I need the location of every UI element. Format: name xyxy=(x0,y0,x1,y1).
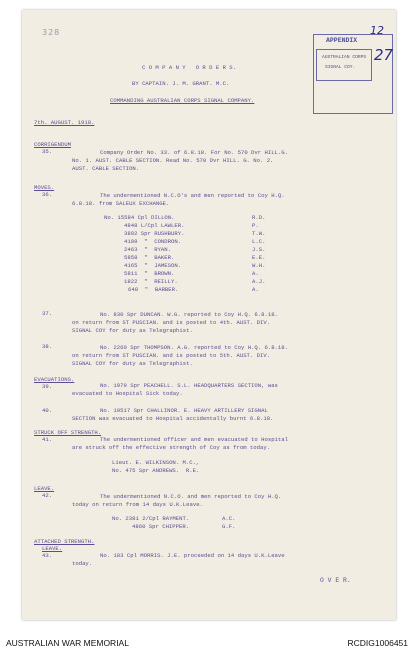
orders-commanding: COMMANDING AUSTRALIAN CORPS SIGNAL COMPANY. xyxy=(110,97,255,104)
order-line: The undermentioned N.C.O. and men reported to Coy H.Q. xyxy=(100,493,282,500)
item-number: 43. xyxy=(42,552,53,559)
struck-off-name: No. 475 Spr ANDREWS. R.E. xyxy=(112,467,200,474)
order-line: SECTION was evacuated to Hospital accidentally burnt 6.8.18. xyxy=(72,415,274,422)
hand-number: 12 xyxy=(370,24,384,37)
leave-name: No. 2381 2/Cpl RAYMENT. xyxy=(112,515,190,522)
roster-initials: W.H. xyxy=(252,262,266,269)
stamp-label: APPENDIX xyxy=(326,37,358,44)
section-heading-attached: ATTACHED STRENGTH. xyxy=(34,538,95,545)
order-line: No. 183 Cpl MORRIS. J.E. proceeded on 14 days U.K.Leave xyxy=(100,552,285,559)
section-heading-corrigendum: CORRIGENDUM xyxy=(34,141,71,148)
roster-initials: R.D. xyxy=(252,214,266,221)
order-line: evacuated to Hospital Sick today. xyxy=(72,390,183,397)
order-line: No. 19517 Spr CHALLINOR. E. HEAVY ARTILLERY SIGNAL xyxy=(100,407,268,414)
roster-name: 1822 " REILLY. xyxy=(124,278,178,285)
roster-name: No. 15584 Cpl DILLON. xyxy=(104,214,175,221)
stamp-unit-line1: AUSTRALIAN CORPS xyxy=(322,55,367,60)
roster-initials: E.E. xyxy=(252,254,266,261)
leave-initials: G.F. xyxy=(222,523,236,530)
footer-record-id: RCDIG1006451 xyxy=(347,638,408,648)
roster-initials: L.C. xyxy=(252,238,266,245)
orders-by-line: BY CAPTAIN. J. M. GRANT. M.C. xyxy=(132,80,230,87)
footer-source: AUSTRALIAN WAR MEMORIAL xyxy=(6,638,129,648)
section-heading-leave: LEAVE. xyxy=(34,485,55,492)
hand-page-number: 27 xyxy=(374,46,394,64)
section-heading-moves: MOVES. xyxy=(34,184,55,191)
page-number: 328 xyxy=(42,28,61,37)
leave-initials: A.C. xyxy=(222,515,236,522)
section-heading-attached-leave: LEAVE. xyxy=(42,545,63,552)
document-page xyxy=(22,10,396,620)
roster-initials: A.J. xyxy=(252,278,266,285)
item-number: 42. xyxy=(42,492,53,499)
roster-name: 4848 L/Cpl LAWLER. xyxy=(124,222,185,229)
roster-name: 3892 Spr RUSHBURY. xyxy=(124,230,185,237)
item-number: 40. xyxy=(42,407,53,414)
order-line: on return from ST PUSCIAN. and is posted to 5th. AUST. DIV. xyxy=(72,352,271,359)
item-number: 41. xyxy=(42,436,53,443)
roster-name: 5811 " BROWN. xyxy=(124,270,175,277)
item-number: 37. xyxy=(42,310,53,317)
roster-initials: A. xyxy=(252,270,259,277)
item-number: 39. xyxy=(42,383,53,390)
order-line: The undermentioned N.C.O's and men reported to Coy H.Q. xyxy=(100,192,285,199)
roster-name: 648 " BARBER. xyxy=(128,286,179,293)
over-note: O V E R. xyxy=(320,577,351,584)
roster-initials: J.S. xyxy=(252,246,266,253)
order-line: on return from ST PUSCIAN. and is posted to 4th. AUST. DIV. xyxy=(72,319,271,326)
item-number: 36. xyxy=(42,191,53,198)
item-number: 38. xyxy=(42,343,53,350)
roster-name: 4109 " CONDRON. xyxy=(124,238,182,245)
order-line: today on return from 14 days U.K.Leave. xyxy=(72,501,203,508)
order-date: 7th. AUGUST. 1918. xyxy=(34,119,95,126)
order-line: The undermentioned officer and men evacuated to Hospital xyxy=(100,436,288,443)
roster-name: 4165 " JAMESON. xyxy=(124,262,182,269)
order-line: No. 1. AUST. CABLE SECTION. Read No. 570 Dvr HILL. G. No. 2. xyxy=(72,157,274,164)
order-line: SIGNAL COY for duty as Telegraphist. xyxy=(72,360,193,367)
roster-initials: A. xyxy=(252,286,259,293)
section-heading-struck-off: STRUCK OFF STRENGTH. xyxy=(34,429,102,436)
item-number: 35. xyxy=(42,148,53,155)
stamp-unit-line2: SIGNAL COY. xyxy=(325,65,356,70)
order-line: AUST. CABLE SECTION. xyxy=(72,165,140,172)
order-line: SIGNAL COY for duty as Telegraphist. xyxy=(72,327,193,334)
roster-initials: T.W. xyxy=(252,230,266,237)
order-line: today. xyxy=(72,560,93,567)
struck-off-name: Lieut. E. WILKINSON. M.C., xyxy=(112,459,200,466)
order-line: are struck off the effective strength of Coy as from today. xyxy=(72,444,271,451)
order-line: No. 1979 Spr PEACHELL. S.L. HEADQUARTERS SECTION, was xyxy=(100,382,278,389)
order-line: 6.8.18. from SALEUX EXCHANGE. xyxy=(72,200,170,207)
order-line: No. 830 Spr DUNCAN. W.G. reported to Coy H.Q. 6.8.18. xyxy=(100,311,278,318)
leave-name: 4860 Spr CHIPPER. xyxy=(132,523,190,530)
roster-name: 5858 " BAKER. xyxy=(124,254,175,261)
roster-name: 2463 " RYAN. xyxy=(124,246,171,253)
order-line: Company Order No. 33. of 6.8.18. For No. 570 Dvr HILL.G. xyxy=(100,149,288,156)
roster-initials: P. xyxy=(252,222,259,229)
orders-title: C O M P A N Y O R D E R S. xyxy=(142,64,236,71)
section-heading-evacuations: EVACUATIONS. xyxy=(34,376,75,383)
order-line: No. 2260 Spr THOMPSON. A.G. reported to Coy H.Q. 6.8.18. xyxy=(100,344,288,351)
